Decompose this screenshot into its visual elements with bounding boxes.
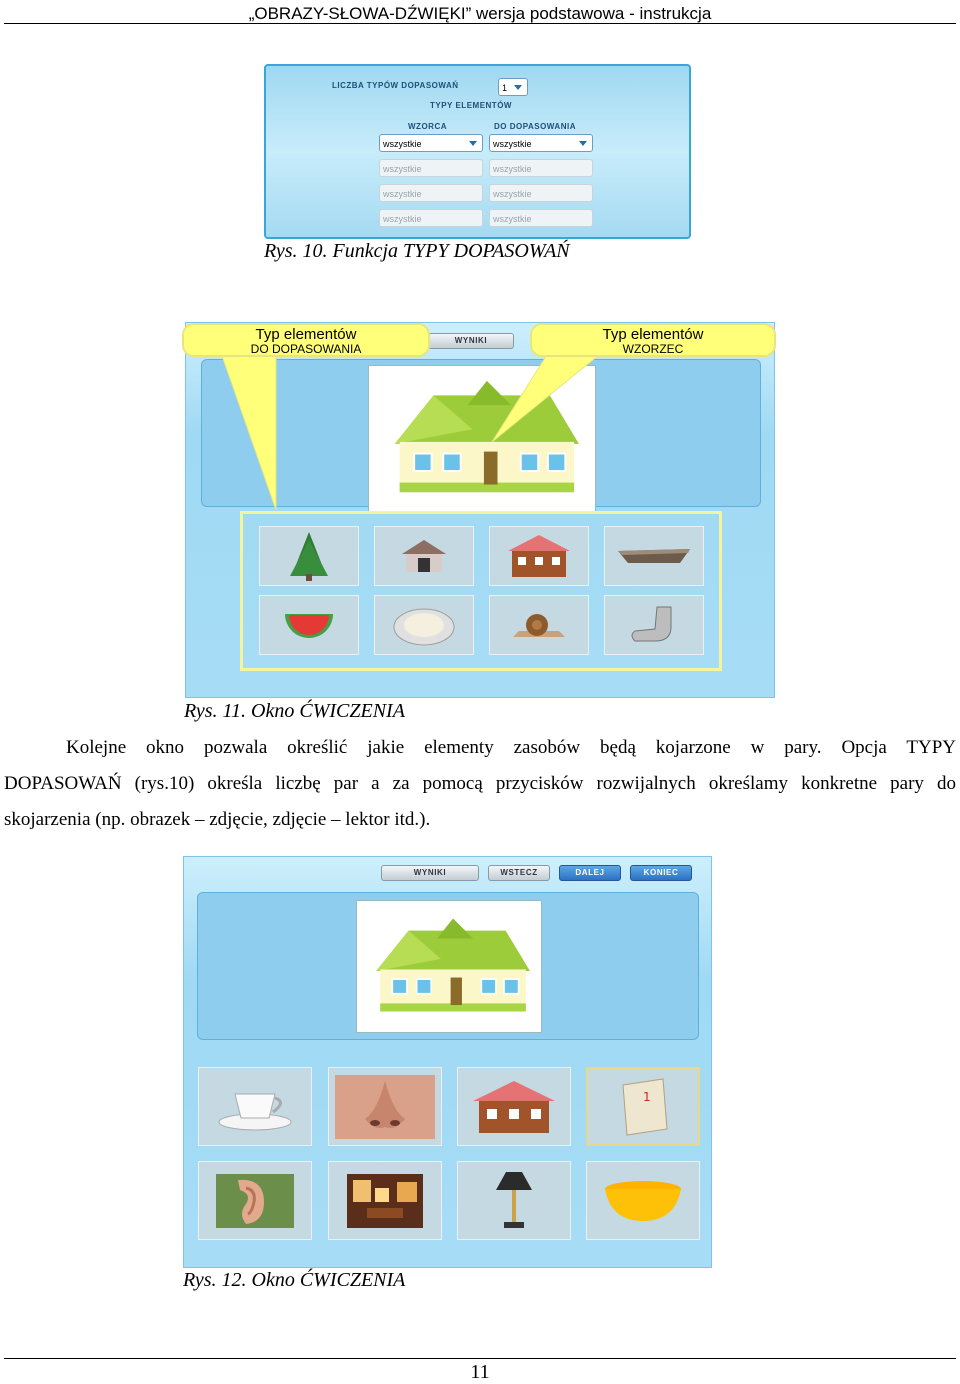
choice-tile-room-interior[interactable] xyxy=(328,1161,442,1240)
boat-icon xyxy=(616,545,692,567)
figure-10-caption: Rys. 10. Funkcja TYPY DOPASOWAŃ xyxy=(264,240,570,262)
choice-tile-rowboat[interactable] xyxy=(604,526,704,586)
match-type-select-2: wszystkie xyxy=(489,159,593,177)
match-count-value: 1 xyxy=(502,83,508,93)
plate-icon xyxy=(392,603,456,647)
paragraph-line-1: Kolejne okno pozwala określić jakie elementy zasobów będą kojarzone w pary. Opcja TYPY xyxy=(66,737,956,758)
paragraph-line-3: skojarzenia (np. obrazek – zdjęcie, zdjęcie – lektor itd.). xyxy=(4,809,431,830)
figure-11-caption: Rys. 11. Okno ĆWICZENIA xyxy=(184,700,405,722)
paragraph-line-2: DOPASOWAŃ (rys.10) określa liczbę par a za pomocą przycisków rozwijalnych określamy konkretne pary do xyxy=(4,773,956,794)
room-icon xyxy=(347,1174,423,1228)
pattern-type-select-2: wszystkie xyxy=(379,159,483,177)
doghouse-icon xyxy=(394,536,454,576)
wooden-house-icon xyxy=(504,533,574,579)
match-count-select[interactable] xyxy=(498,78,528,96)
pattern-column-label: WZORCA xyxy=(408,122,447,131)
match-type-select-3: wszystkie xyxy=(489,184,593,202)
header-rule xyxy=(4,23,956,24)
chevron-down-icon xyxy=(514,85,522,90)
pattern-type-select-3: wszystkie xyxy=(379,184,483,202)
teacup-icon xyxy=(215,1082,295,1132)
nose-icon xyxy=(335,1075,435,1139)
match-column-label: DO DOPASOWANIA xyxy=(494,122,576,131)
element-types-label: TYPY ELEMENTÓW xyxy=(430,101,512,110)
pattern-type-select-4: wszystkie xyxy=(379,209,483,227)
footer-rule xyxy=(4,1358,956,1359)
svg-text:1: 1 xyxy=(643,1089,651,1104)
pattern-image[interactable] xyxy=(356,900,542,1033)
lamp-icon xyxy=(494,1170,534,1232)
figure-12-caption: Rys. 12. Okno ĆWICZENIA xyxy=(183,1269,406,1291)
choice-tile-sock[interactable] xyxy=(604,595,704,655)
choice-tile-ear[interactable] xyxy=(198,1161,312,1240)
next-button[interactable]: DALEJ xyxy=(559,865,621,881)
sock-icon xyxy=(627,605,681,645)
snail-icon xyxy=(509,609,569,641)
choice-tile-teacup[interactable] xyxy=(198,1067,312,1146)
exercise-window xyxy=(183,856,712,1268)
pattern-type-select-1[interactable]: wszystkie xyxy=(379,134,483,152)
results-button[interactable]: WYNIKI xyxy=(381,865,479,881)
choice-tile-nose[interactable] xyxy=(328,1067,442,1146)
choice-tile-rice-plate[interactable] xyxy=(374,595,474,655)
watermelon-icon xyxy=(283,610,335,640)
page-number: 11 xyxy=(470,1361,490,1383)
choice-tile-watermelon[interactable] xyxy=(259,595,359,655)
house-image xyxy=(360,913,538,1021)
callout-pattern-type: Typ elementów WZORZEC xyxy=(530,323,776,357)
chevron-down-icon xyxy=(469,141,477,146)
end-button[interactable]: KONIEC xyxy=(630,865,692,881)
choice-tile-wooden-house[interactable] xyxy=(489,526,589,586)
choice-tile-doghouse[interactable] xyxy=(374,526,474,586)
wooden-house-icon xyxy=(469,1077,559,1137)
choice-tile-spruce-tree[interactable] xyxy=(259,526,359,586)
body-paragraph xyxy=(4,730,956,838)
callout-match-type: Typ elementów DO DOPASOWANIA xyxy=(182,323,430,357)
match-types-panel xyxy=(264,64,691,239)
results-button[interactable]: WYNIKI xyxy=(428,333,514,349)
choice-tile-yellow-bowl[interactable] xyxy=(586,1161,700,1240)
page-header: „OBRAZY-SŁOWA-DŹWIĘKI” wersja podstawowa - instrukcja xyxy=(248,4,712,23)
ear-icon xyxy=(216,1174,294,1228)
back-button[interactable]: WSTECZ xyxy=(488,865,550,881)
match-count-label: LICZBA TYPÓW DOPASOWAŃ xyxy=(332,81,459,90)
bowl-icon xyxy=(603,1179,683,1223)
choice-tile-lamp[interactable] xyxy=(457,1161,571,1240)
match-type-select-4: wszystkie xyxy=(489,209,593,227)
choice-tile-snail[interactable] xyxy=(489,595,589,655)
match-type-select-1[interactable]: wszystkie xyxy=(489,134,593,152)
choice-tile-wooden-house[interactable] xyxy=(457,1067,571,1146)
choice-tile-calendar[interactable] xyxy=(586,1067,700,1146)
chevron-down-icon xyxy=(579,141,587,146)
tree-icon xyxy=(284,530,334,582)
calendar-icon xyxy=(613,1075,673,1139)
